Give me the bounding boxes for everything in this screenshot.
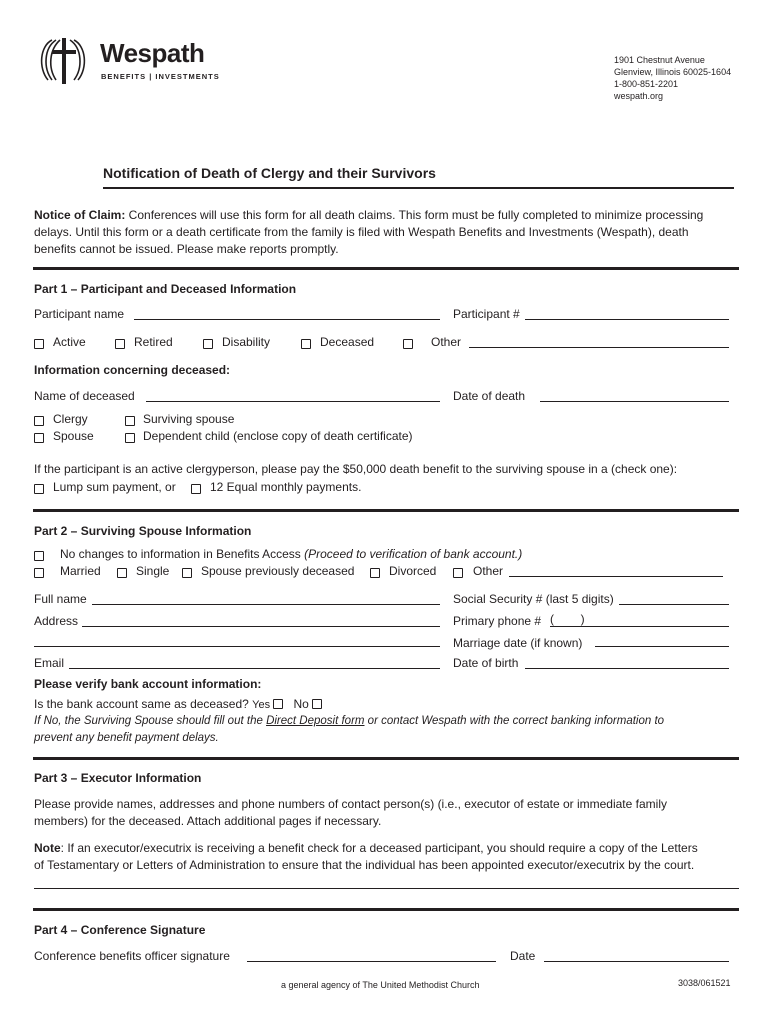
- ssn-label: Social Security # (last 5 digits): [453, 592, 614, 606]
- participant-number-field[interactable]: [525, 319, 729, 320]
- status-disability-label: Disability: [222, 335, 271, 349]
- name-deceased-field[interactable]: [146, 401, 440, 402]
- sign-date-label: Date: [510, 949, 536, 963]
- dependent-child-label: Dependent child (enclose copy of death certificate): [143, 429, 413, 443]
- address-street: 1901 Chestnut Avenue: [614, 55, 705, 65]
- part3-line-2: members) for the deceased. Attach additional pages if necessary.: [34, 814, 382, 828]
- phone-area-code-field[interactable]: ( ): [550, 612, 585, 626]
- marriage-date-field[interactable]: [595, 646, 729, 647]
- signature-field[interactable]: [247, 961, 496, 962]
- footer-agency: a general agency of The United Methodist Church: [281, 980, 480, 990]
- verify-bank-heading: Please verify bank account information:: [34, 677, 262, 691]
- primary-phone-label: Primary phone #: [453, 614, 542, 628]
- title-rule: [103, 187, 734, 189]
- sign-date-field[interactable]: [544, 961, 729, 962]
- no-label: No: [293, 697, 309, 711]
- checkbox-marital-other[interactable]: [453, 564, 463, 582]
- part1-rule: [33, 267, 739, 270]
- status-retired-label: Retired: [134, 335, 173, 349]
- no-changes-note: (Proceed to verification of bank account.): [304, 547, 523, 561]
- if-no-text-1: If No, the Surviving Spouse should fill out the: [34, 715, 267, 727]
- note-line-2: of Testamentary or Letters of Administration to ensure that the individual has been appointed executor/executrix by the court.: [34, 858, 695, 872]
- bank-same-line: [34, 697, 322, 712]
- marital-other-label: Other: [473, 564, 504, 578]
- name-deceased-label: Name of deceased: [34, 389, 135, 403]
- checkbox-clergy[interactable]: [34, 412, 44, 430]
- notice-label: Notice of Claim:: [34, 208, 126, 222]
- address-block: [614, 54, 731, 102]
- divorced-label: Divorced: [389, 564, 437, 578]
- info-deceased-heading: Information concerning deceased:: [34, 363, 231, 377]
- part1-heading: Part 1 – Participant and Deceased Information: [34, 282, 297, 296]
- participant-name-label: Participant name: [34, 307, 125, 321]
- address-phone: 1-800-851-2201: [614, 79, 679, 89]
- part4-heading: Part 4 – Conference Signature: [34, 923, 206, 937]
- checkbox-married[interactable]: [34, 564, 44, 582]
- address-city: Glenview, Illinois 60025-1604: [614, 67, 732, 77]
- if-no-line-1: [34, 714, 664, 728]
- participant-name-field[interactable]: [134, 319, 440, 320]
- status-other-label: Other: [431, 335, 462, 349]
- notice-text-1: Conferences will use this form for all death claims. This form must be fully completed to minimize processing: [125, 208, 704, 222]
- part2-heading: Part 2 – Surviving Spouse Information: [34, 524, 252, 538]
- address-field-2[interactable]: [34, 646, 440, 647]
- checkbox-deceased[interactable]: [301, 335, 311, 353]
- logo-wordmark: Wespath: [100, 38, 205, 68]
- full-name-field[interactable]: [92, 604, 440, 605]
- address-label: Address: [34, 614, 79, 628]
- if-no-line-2: prevent any benefit payment delays.: [34, 732, 219, 744]
- spouse-prev-label: Spouse previously deceased: [201, 564, 355, 578]
- no-changes-line: [60, 547, 522, 561]
- full-name-label: Full name: [34, 592, 87, 606]
- yes-label: Yes: [252, 699, 271, 711]
- part3-rule: [33, 757, 739, 760]
- logo-sub-investments: INVESTMENTS: [155, 72, 220, 81]
- checkbox-spouse[interactable]: [34, 429, 44, 447]
- checkbox-lump-sum[interactable]: [34, 480, 44, 498]
- lump-sum-label: Lump sum payment, or: [53, 480, 176, 494]
- status-active-label: Active: [53, 335, 86, 349]
- checkbox-dependent-child[interactable]: [125, 429, 135, 447]
- participant-number-label: Participant #: [453, 307, 520, 321]
- part4-rule: [33, 908, 739, 911]
- checkbox-bank-yes[interactable]: [273, 699, 283, 709]
- checkbox-monthly[interactable]: [191, 480, 201, 498]
- executor-info-field[interactable]: [34, 888, 739, 889]
- address-website: wespath.org: [614, 91, 664, 101]
- address-field-1[interactable]: [82, 626, 440, 627]
- checkbox-no-changes[interactable]: [34, 547, 44, 565]
- notice-line-2: delays. Until this form or a death certificate from the family is filed with Wespath Benefits and Investments (Wespath), death: [34, 225, 689, 239]
- notice-line-1: [34, 208, 703, 222]
- page-title: Notification of Death of Clergy and their Survivors: [103, 165, 436, 181]
- if-no-text-2: or contact Wespath with the correct banking information to: [364, 715, 665, 727]
- part3-heading: Part 3 – Executor Information: [34, 771, 202, 785]
- checkbox-active[interactable]: [34, 335, 44, 353]
- cross-flame-icon: [34, 36, 94, 86]
- ssn-field[interactable]: [619, 604, 729, 605]
- email-field[interactable]: [69, 668, 440, 669]
- checkbox-disability[interactable]: [203, 335, 213, 353]
- date-death-field[interactable]: [540, 401, 729, 402]
- form-code: 3038/061521: [678, 978, 731, 988]
- clergy-label: Clergy: [53, 412, 88, 426]
- part2-rule: [33, 509, 739, 512]
- logo-sub-benefits: BENEFITS: [101, 72, 147, 81]
- signature-label: Conference benefits officer signature: [34, 949, 230, 963]
- married-label: Married: [60, 564, 101, 578]
- primary-phone-field[interactable]: [550, 626, 729, 627]
- notice-line-3: benefits cannot be issued. Please make reports promptly.: [34, 242, 339, 256]
- active-clergy-text: If the participant is an active clergyperson, please pay the $50,000 death benefit to the surviving spouse in a (check one):: [34, 462, 678, 476]
- bank-same-label: Is the bank account same as deceased?: [34, 697, 249, 711]
- no-changes-label: No changes to information in Benefits Access: [60, 547, 301, 561]
- note-line-1: [34, 841, 698, 855]
- checkbox-retired[interactable]: [115, 335, 125, 353]
- marriage-date-label: Marriage date (if known): [453, 636, 583, 650]
- checkbox-divorced[interactable]: [370, 564, 380, 582]
- direct-deposit-link[interactable]: Direct Deposit form: [266, 715, 365, 727]
- monthly-label: 12 Equal monthly payments.: [210, 480, 362, 494]
- dob-field[interactable]: [525, 668, 729, 669]
- note-label: Note: [34, 841, 61, 855]
- logo-subtitle: [101, 72, 220, 81]
- marital-other-field[interactable]: [509, 576, 723, 577]
- status-other-field[interactable]: [469, 347, 729, 348]
- checkbox-bank-no[interactable]: [312, 699, 322, 709]
- surviving-spouse-label: Surviving spouse: [143, 412, 235, 426]
- checkbox-other[interactable]: [403, 335, 413, 353]
- status-deceased-label: Deceased: [320, 335, 375, 349]
- checkbox-spouse-prev-deceased[interactable]: [182, 564, 192, 582]
- checkbox-single[interactable]: [117, 564, 127, 582]
- part3-line-1: Please provide names, addresses and phone numbers of contact person(s) (i.e., executor of estate or immediate family: [34, 797, 667, 811]
- single-label: Single: [136, 564, 170, 578]
- checkbox-surviving-spouse[interactable]: [125, 412, 135, 430]
- date-death-label: Date of death: [453, 389, 526, 403]
- dob-label: Date of birth: [453, 656, 519, 670]
- email-label: Email: [34, 656, 65, 670]
- wespath-logo: [34, 36, 234, 86]
- logo-sub-divider: |: [149, 72, 156, 81]
- spouse-label: Spouse: [53, 429, 94, 443]
- note-text-1: : If an executor/executrix is receiving a benefit check for a deceased participant, you should require a copy of the Letters: [60, 841, 698, 855]
